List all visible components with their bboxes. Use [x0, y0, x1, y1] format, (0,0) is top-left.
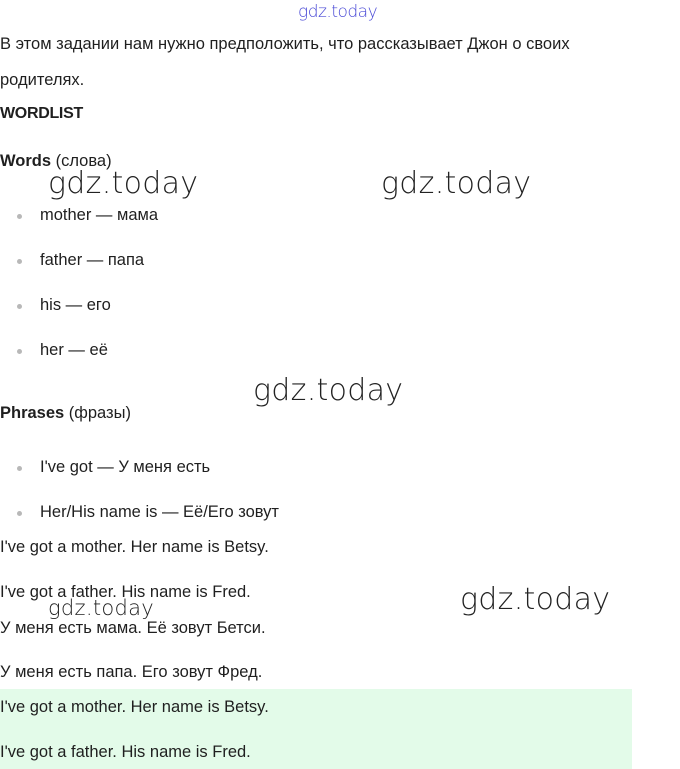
wordlist-heading: WORDLIST	[0, 105, 83, 122]
answer-line: I've got a mother. Her name is Betsy.	[0, 698, 269, 716]
watermark-top: gdz.today	[298, 2, 378, 22]
phrases-label	[0, 402, 131, 424]
example-sentence: У меня есть мама. Её зовут Бетси.	[0, 619, 266, 637]
list-item: father — папа	[40, 251, 145, 269]
bullet-icon	[17, 511, 22, 516]
example-sentence: У меня есть папа. Его зовут Фред.	[0, 663, 263, 681]
watermark: gdz.today	[253, 373, 404, 408]
answer-line: I've got a father. His name is Fred.	[0, 743, 251, 761]
list-item: her — её	[40, 341, 108, 359]
bullet-icon	[17, 259, 22, 264]
example-sentence: I've got a mother. Her name is Betsy.	[0, 538, 269, 556]
bullet-icon	[17, 214, 22, 219]
watermark: gdz.today	[381, 166, 532, 201]
list-item: I've got — У меня есть	[40, 458, 211, 476]
example-sentence: I've got a father. His name is Fred.	[0, 583, 251, 601]
watermark: gdz.today	[48, 596, 155, 620]
words-label-note: (слова)	[51, 152, 112, 170]
list-item: Her/His name is — Её/Его зовут	[40, 503, 279, 521]
list-item: his — его	[40, 296, 111, 314]
bullet-icon	[17, 304, 22, 309]
list-item: mother — мама	[40, 206, 159, 224]
bullet-icon	[17, 466, 22, 471]
intro-line-2: родителях.	[0, 71, 85, 89]
watermark: gdz.today	[460, 582, 611, 617]
bullet-icon	[17, 349, 22, 354]
phrases-label-note: (фразы)	[64, 404, 131, 422]
words-label-bold: Words	[0, 152, 52, 170]
watermark: gdz.today	[48, 166, 199, 201]
phrases-label-bold: Phrases	[0, 404, 65, 422]
intro-line-1: В этом задании нам нужно предположить, что рассказывает Джон о своих	[0, 35, 570, 53]
